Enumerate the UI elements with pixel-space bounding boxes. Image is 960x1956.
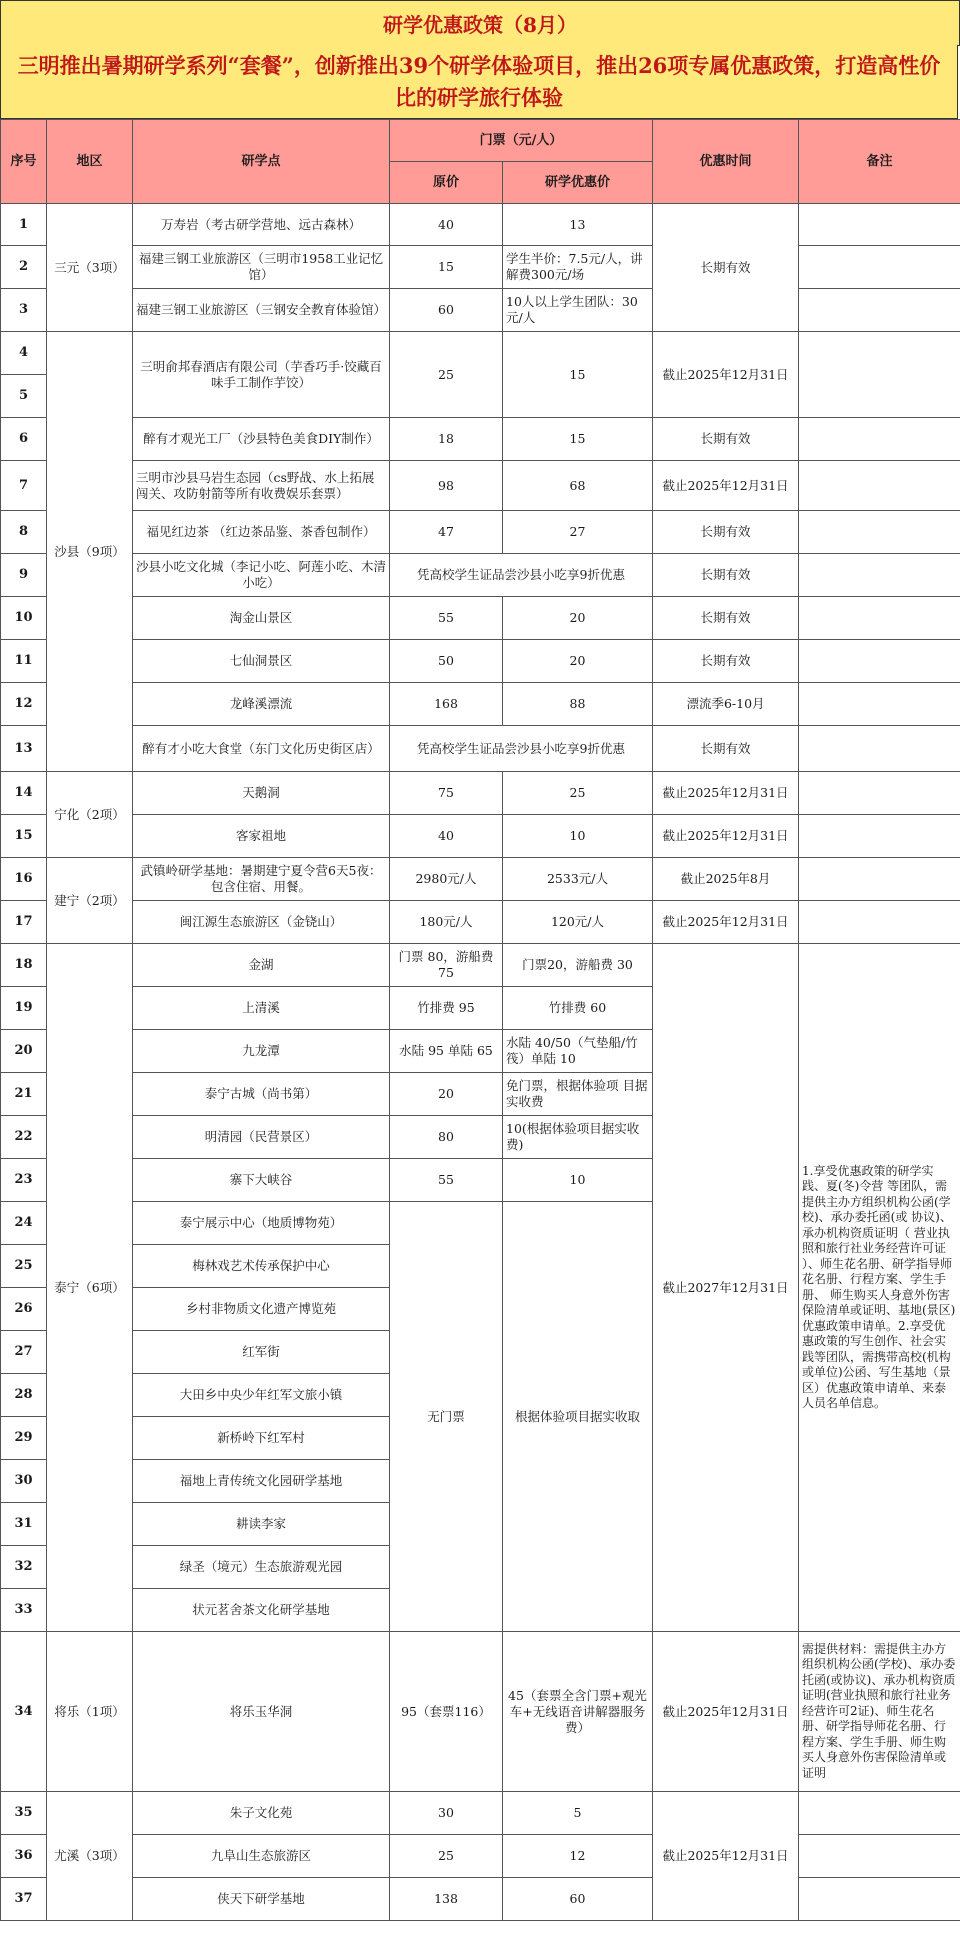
note-cell	[799, 858, 960, 901]
original-price: 180元/人	[390, 901, 503, 944]
row-no: 27	[1, 1331, 47, 1374]
site-name: 沙县小吃文化城（李记小吃、阿莲小吃、木清小吃）	[133, 554, 390, 597]
original-price: 水陆 95 单陆 65	[390, 1030, 503, 1073]
row-no: 14	[1, 772, 47, 815]
discount-price: 免门票，根据体验项 目据实收费	[503, 1073, 653, 1116]
site-name: 泰宁展示中心（地质博物苑）	[133, 1202, 390, 1245]
site-name: 万寿岩（考古研学营地、远古森林）	[133, 204, 390, 246]
original-price: 25	[390, 332, 503, 418]
discount-price: 45（套票全含门票+观光车+无线语音讲解器服务费）	[503, 1632, 653, 1792]
discount-price: 120元/人	[503, 901, 653, 944]
discount-price: 门票20，游船费 30	[503, 944, 653, 987]
header-note: 备注	[799, 120, 960, 204]
site-name: 闽江源生态旅游区（金铙山）	[133, 901, 390, 944]
period: 截止2025年12月31日	[653, 332, 799, 418]
period: 截止2025年12月31日	[653, 1632, 799, 1792]
site-name: 醉有才观光工厂（沙县特色美食DIY制作）	[133, 418, 390, 461]
discount-price: 13	[503, 204, 653, 246]
region-taining: 泰宁（6项）	[47, 944, 133, 1632]
period: 漂流季6-10月	[653, 683, 799, 726]
site-name: 红军街	[133, 1331, 390, 1374]
period: 截止2025年8月	[653, 858, 799, 901]
note-taining: 1.享受优惠政策的研学实践、夏(冬)令营 等团队，需提供主办方组织机构公函(学校)、承办委托函(或 协议)、承办机构资质证明（ 营业执照和旅行社业务经营许可证 ）、师生花名册、研学指导师花名册、行程方案、学生手册、 师生购买人身意外伤害保险清单或证明、基地(景区)优惠政策申请单。2.享受优惠政策的写生创作、社会实践等团队，需携带高校(机构或单位)公函、写生基地（景区）优惠政策申请单、来泰人员名单信息。	[799, 944, 960, 1632]
discount-price: 10	[503, 815, 653, 858]
site-name: 状元茗舍茶文化研学基地	[133, 1589, 390, 1632]
row-no: 8	[1, 511, 47, 554]
period-sanyuan: 长期有效	[653, 204, 799, 332]
header-region: 地区	[47, 120, 133, 204]
original-price: 30	[390, 1792, 503, 1835]
site-name: 新桥岭下红军村	[133, 1417, 390, 1460]
note-cell	[799, 901, 960, 944]
discount-price: 20	[503, 597, 653, 640]
original-price: 20	[390, 1073, 503, 1116]
period-taining: 截止2027年12月31日	[653, 944, 799, 1632]
site-name: 上清溪	[133, 987, 390, 1030]
note-cell	[799, 726, 960, 772]
row-no: 33	[1, 1589, 47, 1632]
period: 截止2025年12月31日	[653, 461, 799, 511]
row-no: 17	[1, 901, 47, 944]
discount-price: 12	[503, 1835, 653, 1878]
region-jiangle: 将乐（1项）	[47, 1632, 133, 1792]
row-no: 12	[1, 683, 47, 726]
site-name: 将乐玉华洞	[133, 1632, 390, 1792]
row-no: 2	[1, 246, 47, 289]
discount-price: 5	[503, 1792, 653, 1835]
header-original: 原价	[390, 162, 503, 204]
row-no: 30	[1, 1460, 47, 1503]
discount-price: 68	[503, 461, 653, 511]
discount-price-free: 根据体验项目据实收取	[503, 1202, 653, 1632]
discount-price: 15	[503, 332, 653, 418]
note-cell	[799, 597, 960, 640]
site-name: 绿圣（境元）生态旅游观光园	[133, 1546, 390, 1589]
discount-price: 25	[503, 772, 653, 815]
site-name: 七仙洞景区	[133, 640, 390, 683]
period: 截止2025年12月31日	[653, 815, 799, 858]
page-subtitle: 三明推出暑期研学系列“套餐”，创新推出39个研学体验项目，推出26项专属优惠政策，打造高性价比的研学旅行体验	[0, 45, 958, 119]
original-price: 80	[390, 1116, 503, 1159]
row-no: 24	[1, 1202, 47, 1245]
note-cell	[799, 204, 960, 246]
site-name: 九龙潭	[133, 1030, 390, 1073]
note-cell	[799, 289, 960, 332]
original-price: 25	[390, 1835, 503, 1878]
note-cell	[799, 772, 960, 815]
site-name: 客家祖地	[133, 815, 390, 858]
note-cell	[799, 815, 960, 858]
period-youxi: 截止2025年12月31日	[653, 1792, 799, 1921]
site-name: 武镇岭研学基地：暑期建宁夏令营6天5夜：包含住宿、用餐。	[133, 858, 390, 901]
site-name: 醉有才小吃大食堂（东门文化历史街区店）	[133, 726, 390, 772]
header-site: 研学点	[133, 120, 390, 204]
note-jiangle: 需提供材料：需提供主办方组织机构公函(学校)、承办委托函(或协议)、承办机构资质证明(营业执照和旅行社业务经营许可2证)、师生花名册、研学指导师花名册、行程方案、学生手册、师生购买人身意外伤害保险清单或证明	[799, 1632, 960, 1792]
discount-price: 60	[503, 1878, 653, 1921]
period: 长期有效	[653, 511, 799, 554]
note-cell	[799, 511, 960, 554]
note-cell	[799, 554, 960, 597]
site-name: 梅林戏艺术传承保护中心	[133, 1245, 390, 1288]
region-shaxian: 沙县（9项）	[47, 332, 133, 772]
region-sanyuan: 三元（3项）	[47, 204, 133, 332]
region-jianning: 建宁（2项）	[47, 858, 133, 944]
row-no: 21	[1, 1073, 47, 1116]
note-cell	[799, 461, 960, 511]
site-name: 朱子文化苑	[133, 1792, 390, 1835]
row-no: 32	[1, 1546, 47, 1589]
original-price: 55	[390, 1159, 503, 1202]
original-price: 98	[390, 461, 503, 511]
period: 长期有效	[653, 418, 799, 461]
site-name: 九阜山生态旅游区	[133, 1835, 390, 1878]
note-cell	[799, 683, 960, 726]
region-ninghua: 宁化（2项）	[47, 772, 133, 858]
row-no: 36	[1, 1835, 47, 1878]
site-name: 泰宁古城（尚书第）	[133, 1073, 390, 1116]
discount-price: 88	[503, 683, 653, 726]
row-no: 26	[1, 1288, 47, 1331]
row-no: 9	[1, 554, 47, 597]
original-price: 168	[390, 683, 503, 726]
original-price: 18	[390, 418, 503, 461]
note-cell	[799, 332, 960, 418]
note-cell	[799, 418, 960, 461]
row-no: 5	[1, 375, 47, 418]
discount-price: 10	[503, 1159, 653, 1202]
discount-price: 2533元/人	[503, 858, 653, 901]
discount-price: 竹排费 60	[503, 987, 653, 1030]
note-cell	[799, 246, 960, 289]
site-name: 侠天下研学基地	[133, 1878, 390, 1921]
original-price: 40	[390, 815, 503, 858]
site-name: 福建三钢工业旅游区（三钢安全教育体验馆）	[133, 289, 390, 332]
row-no: 7	[1, 461, 47, 511]
original-price: 138	[390, 1878, 503, 1921]
row-no: 28	[1, 1374, 47, 1417]
note-cell	[799, 1835, 960, 1878]
row-no: 3	[1, 289, 47, 332]
original-price: 2980元/人	[390, 858, 503, 901]
period: 长期有效	[653, 597, 799, 640]
row-no: 25	[1, 1245, 47, 1288]
row-no: 20	[1, 1030, 47, 1073]
original-price: 15	[390, 246, 503, 289]
row-no: 6	[1, 418, 47, 461]
site-name: 龙峰溪漂流	[133, 683, 390, 726]
site-name: 淘金山景区	[133, 597, 390, 640]
period: 截止2025年12月31日	[653, 772, 799, 815]
site-name: 明清园（民营景区）	[133, 1116, 390, 1159]
discount-price: 20	[503, 640, 653, 683]
site-name: 乡村非物质文化遗产博览苑	[133, 1288, 390, 1331]
row-no: 16	[1, 858, 47, 901]
original-price: 60	[390, 289, 503, 332]
row-no: 23	[1, 1159, 47, 1202]
discount-price: 10(根据体验项目据实收费)	[503, 1116, 653, 1159]
site-name: 大田乡中央少年红军文旅小镇	[133, 1374, 390, 1417]
discount-price: 凭高校学生证品尝沙县小吃享9折优惠	[390, 726, 653, 772]
original-price-free: 无门票	[390, 1202, 503, 1632]
discount-price: 凭高校学生证品尝沙县小吃享9折优惠	[390, 554, 653, 597]
discount-price: 15	[503, 418, 653, 461]
original-price: 50	[390, 640, 503, 683]
original-price: 40	[390, 204, 503, 246]
discount-price: 10人以上学生团队：30元/人	[503, 289, 653, 332]
site-name: 福地上青传统文化园研学基地	[133, 1460, 390, 1503]
original-price: 47	[390, 511, 503, 554]
discount-price: 水陆 40/50（气垫船/竹筏）单陆 10	[503, 1030, 653, 1073]
site-name: 福建三钢工业旅游区（三明市1958工业记忆馆）	[133, 246, 390, 289]
original-price: 95（套票116）	[390, 1632, 503, 1792]
header-discount: 研学优惠价	[503, 162, 653, 204]
original-price: 75	[390, 772, 503, 815]
header-no: 序号	[1, 120, 47, 204]
site-name: 寨下大峡谷	[133, 1159, 390, 1202]
site-name: 金湖	[133, 944, 390, 987]
header-ticket: 门票（元/人）	[390, 120, 653, 162]
header-period: 优惠时间	[653, 120, 799, 204]
discount-price: 学生半价：7.5元/人，讲解费300元/场	[503, 246, 653, 289]
period: 长期有效	[653, 640, 799, 683]
row-no: 19	[1, 987, 47, 1030]
period: 长期有效	[653, 554, 799, 597]
row-no: 13	[1, 726, 47, 772]
note-cell	[799, 1792, 960, 1835]
site-name: 三明俞邦春酒店有限公司（芋香巧手·饺藏百味手工制作芋饺）	[133, 332, 390, 418]
policy-table	[0, 119, 960, 1921]
site-name: 天鹅洞	[133, 772, 390, 815]
row-no: 1	[1, 204, 47, 246]
discount-price: 27	[503, 511, 653, 554]
page-title: 研学优惠政策（8月）	[0, 0, 960, 46]
row-no: 31	[1, 1503, 47, 1546]
row-no: 4	[1, 332, 47, 375]
row-no: 37	[1, 1878, 47, 1921]
period: 长期有效	[653, 726, 799, 772]
original-price: 55	[390, 597, 503, 640]
site-name: 福见红边茶 （红边茶品鉴、茶香包制作）	[133, 511, 390, 554]
period: 截止2025年12月31日	[653, 901, 799, 944]
row-no: 11	[1, 640, 47, 683]
original-price: 竹排费 95	[390, 987, 503, 1030]
site-name: 耕读李家	[133, 1503, 390, 1546]
row-no: 35	[1, 1792, 47, 1835]
row-no: 18	[1, 944, 47, 987]
region-youxi: 尤溪（3项）	[47, 1792, 133, 1921]
original-price: 门票 80，游船费 75	[390, 944, 503, 987]
row-no: 10	[1, 597, 47, 640]
note-cell	[799, 1878, 960, 1921]
row-no: 34	[1, 1632, 47, 1792]
note-cell	[799, 640, 960, 683]
row-no: 29	[1, 1417, 47, 1460]
row-no: 15	[1, 815, 47, 858]
site-name: 三明市沙县马岩生态园（cs野战、水上拓展闯关、攻防射箭等所有收费娱乐套票）	[133, 461, 390, 511]
row-no: 22	[1, 1116, 47, 1159]
